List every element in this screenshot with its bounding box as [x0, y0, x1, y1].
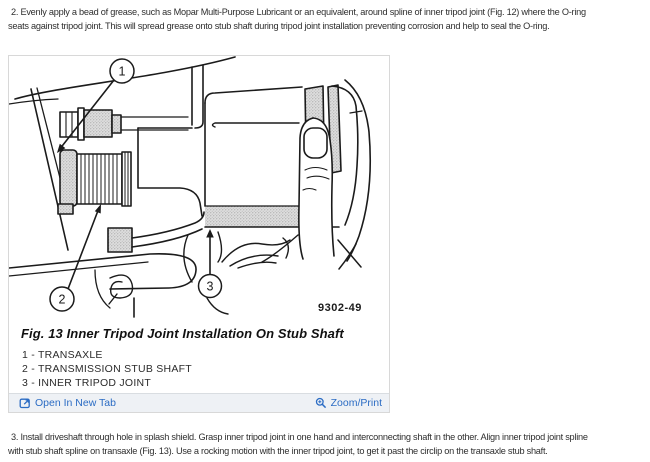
callout-3	[199, 229, 229, 314]
callout-2-number: 2	[58, 292, 66, 307]
step-2-line-1: 2. Evenly apply a bead of grease, such as Mopar Multi-Purpose Lubricant or an equivalent, around spline of inner tripod joint (Fig. 12) where the O-ring	[11, 7, 586, 17]
legend-item-1: 1 - TRANSAXLE	[22, 349, 103, 361]
stub-shaft-spline	[58, 150, 131, 214]
figure-legend	[22, 348, 389, 390]
tripod-joint-drawing	[9, 56, 389, 318]
drawing-part-number: 9302-49	[318, 302, 362, 314]
legend-item-2: 2 - TRANSMISSION STUB SHAFT	[22, 363, 192, 375]
zoom-print-label: Zoom/Print	[330, 397, 382, 409]
zoom-print-link[interactable]	[315, 397, 382, 409]
callout-1	[57, 59, 134, 153]
step-3-instructions	[8, 430, 588, 458]
step-3-line-2: with stub shaft spline on transaxle (Fig. 13). Use a rocking motion with the inner tripod joint, to get it past the circlip on the transaxle stub shaft.	[8, 446, 548, 456]
step-2-line-2: seats against tripod joint. This will spread grease onto stub shaft during tripod joint installation preventing corrosion and help to seal the O-ring.	[8, 21, 550, 31]
callout-2	[50, 204, 101, 311]
hand-thumb	[299, 118, 335, 259]
open-in-new-tab-label: Open In New Tab	[35, 397, 116, 409]
hand-fingers	[184, 232, 298, 282]
callout-1-number: 1	[118, 64, 126, 79]
figure-13-panel	[8, 55, 390, 413]
hand-wrist	[338, 80, 370, 269]
figure-caption: Fig. 13 Inner Tripod Joint Installation On Stub Shaft	[21, 326, 344, 341]
figure-toolbar	[9, 393, 389, 412]
tripod-joint-housing	[205, 85, 362, 227]
step-2-instructions	[8, 5, 586, 33]
open-in-new-icon	[19, 397, 31, 409]
figure-13-illustration	[9, 56, 389, 318]
step-3-line-1: 3. Install driveshaft through hole in splash shield. Grasp inner tripod joint in one hand and interconnecting shaft in the other. Align inner tripod joint spline	[11, 432, 588, 442]
lower-frame-bracket	[9, 212, 204, 317]
legend-item-3: 3 - INNER TRIPOD JOINT	[22, 377, 151, 389]
magnifier-icon	[315, 397, 327, 409]
callout-3-number: 3	[206, 279, 214, 294]
open-in-new-tab-link[interactable]	[19, 397, 116, 409]
